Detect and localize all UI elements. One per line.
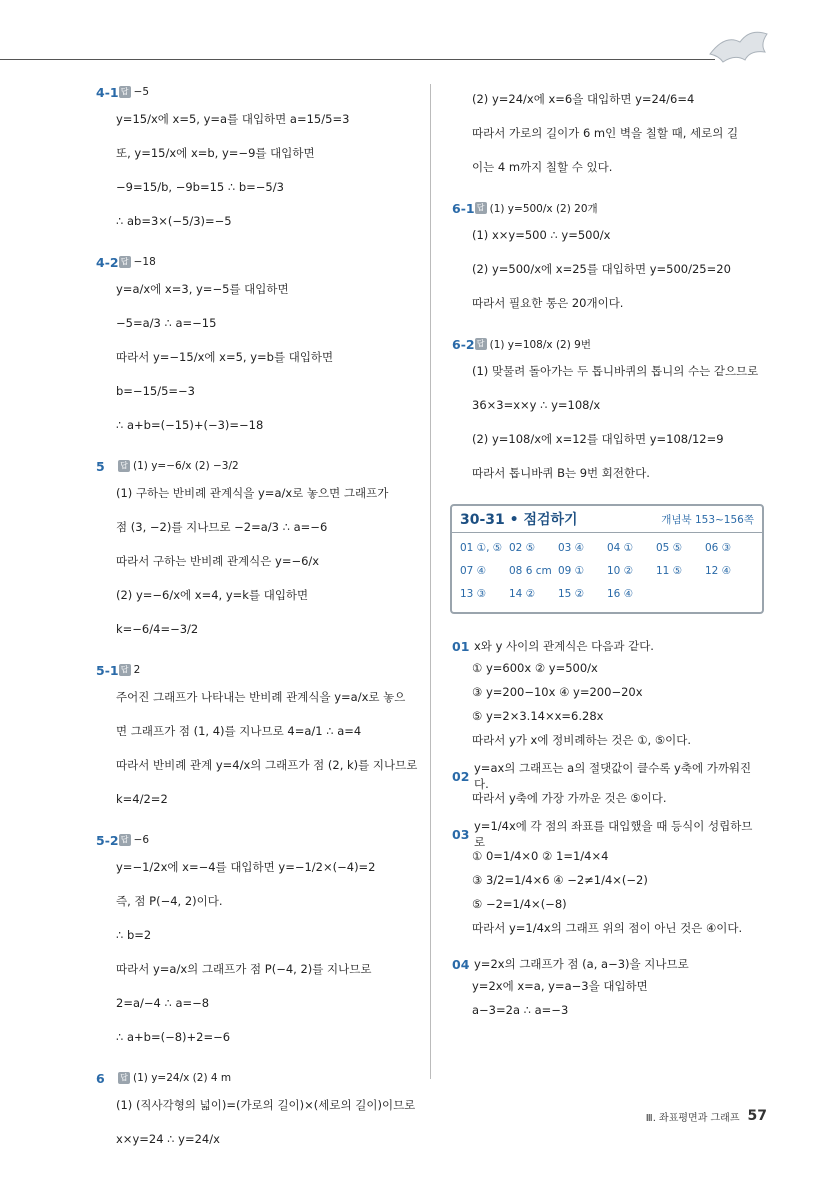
right-column: [452, 82, 762, 1036]
solution-line: (2) y=24/x에 x=6을 대입하면 y=24/6=4: [472, 92, 695, 106]
answer-cell: 08 6 cm: [509, 565, 552, 577]
answer-cell: 12 ④: [705, 565, 732, 577]
solution-line: (1) (직사각형의 넓이)=(가로의 길이)×(세로의 길이)이므로: [116, 1098, 416, 1112]
answer-icon: 답: [119, 86, 131, 98]
problem-header: [96, 82, 416, 102]
problem-block: [452, 761, 762, 810]
solution-line: (1) 구하는 반비례 관계식을 y=a/x로 놓으면 그래프가: [116, 486, 389, 500]
answer-icon: 답: [119, 256, 131, 268]
problem-number: 6-1: [452, 200, 475, 216]
solution-line: 따라서 y=a/x의 그래프가 점 P(−4, 2)를 지나므로: [116, 962, 372, 976]
page-number: 57: [747, 1108, 767, 1124]
answer-grid: [452, 533, 762, 612]
solution-line: ∴ a+b=(−8)+2=−6: [116, 1030, 231, 1044]
problem-number: 6: [96, 1070, 105, 1086]
solution-line: ① y=600x ② y=500/x: [472, 661, 598, 675]
solution-line: 즉, 점 P(−4, 2)이다.: [116, 894, 223, 908]
problem-header: [452, 761, 762, 791]
problem-header: [96, 660, 416, 680]
answer-cell: 16 ④: [607, 588, 634, 600]
problem-block: [452, 82, 762, 184]
solution-line: x와 y 사이의 관계식은 다음과 같다.: [474, 639, 654, 653]
solution-line: b=−15/5=−3: [116, 384, 195, 398]
solution-line: y=a/x에 x=3, y=−5를 대입하면: [116, 282, 289, 296]
solution-line: y=15/x에 x=5, y=a를 대입하면 a=15/5=3: [116, 112, 350, 126]
answer-cell: 05 ⑤: [656, 542, 683, 554]
solution-line: −9=15/b, −9b=15 ∴ b=−5/3: [116, 180, 284, 194]
solution-line: 36×3=x×y ∴ y=108/x: [472, 398, 601, 412]
check-title: 30-31 • 점검하기: [460, 512, 578, 528]
problem-number: 4-2: [96, 254, 119, 270]
solution-line: ⑤ −2=1/4×(−8): [472, 897, 567, 911]
problem-block: [452, 819, 762, 940]
problem-header: [96, 252, 416, 272]
problem-block: [96, 1068, 416, 1156]
solution-line: 또, y=15/x에 x=b, y=−9를 대입하면: [116, 146, 315, 160]
solution-line: ① 0=1/4×0 ② 1=1/4×4: [472, 849, 609, 863]
answer-cell: 03 ④: [558, 542, 585, 554]
problem-header: [452, 198, 762, 218]
problem-header: [452, 636, 762, 656]
solution-line: 따라서 톱니바퀴 B는 9번 회전한다.: [472, 466, 650, 480]
problem-number: 01: [452, 638, 470, 654]
problem-block: [452, 198, 762, 320]
problem-header: [96, 456, 416, 476]
problem-number: 6-2: [452, 336, 475, 352]
problem-number: 03: [452, 826, 470, 842]
problem-block: [452, 636, 762, 752]
problem-number: 5-1: [96, 662, 119, 678]
solution-line: ③ 3/2=1/4×6 ④ −2≠1/4×(−2): [472, 873, 648, 887]
problem-header: [452, 954, 762, 974]
problem-block: [96, 82, 416, 238]
answer-icon: 답: [475, 338, 487, 350]
solution-line: 따라서 y=−15/x에 x=5, y=b를 대입하면: [116, 350, 334, 364]
answer-icon: 답: [119, 664, 131, 676]
answer-icon: 답: [118, 1072, 130, 1084]
solution-line: 2=a/−4 ∴ a=−8: [116, 996, 210, 1010]
solution-line: 따라서 가로의 길이가 6 m인 벽을 칠할 때, 세로의 길: [472, 126, 739, 140]
problem-block: [452, 334, 762, 490]
column-divider: [430, 84, 431, 1079]
solution-line: 따라서 필요한 통은 20개이다.: [472, 296, 624, 310]
answer-text: (1) y=24/x (2) 4 m: [133, 1072, 232, 1084]
solution-line: k=4/2=2: [116, 792, 168, 806]
check-box: [450, 504, 764, 614]
problem-block: [96, 660, 416, 816]
problem-header: [96, 830, 416, 850]
solution-line: ③ y=200−10x ④ y=200−20x: [472, 685, 643, 699]
solution-line: y=−1/2x에 x=−4를 대입하면 y=−1/2×(−4)=2: [116, 860, 376, 874]
solution-line: 따라서 y축에 가장 가까운 것은 ⑤이다.: [472, 791, 667, 805]
answer-text: −6: [133, 834, 150, 846]
problem-number: 5-2: [96, 832, 119, 848]
problem-header: [452, 819, 762, 849]
problem-header: [96, 1068, 416, 1088]
problem-header: [452, 334, 762, 354]
solution-line: 이는 4 m까지 칠할 수 있다.: [472, 160, 613, 174]
problem-block: [96, 252, 416, 442]
answer-text: (1) y=−6/x (2) −3/2: [133, 460, 239, 472]
answer-text: −5: [133, 86, 150, 98]
solution-line: 따라서 반비례 관계 y=4/x의 그래프가 점 (2, k)를 지나므로: [116, 758, 418, 772]
solution-line: 주어진 그래프가 나타내는 반비례 관계식을 y=a/x로 놓으: [116, 690, 406, 704]
section-label: Ⅲ. 좌표평면과 그래프: [645, 1112, 740, 1124]
problem-number: 4-1: [96, 84, 119, 100]
solution-line: −5=a/3 ∴ a=−15: [116, 316, 217, 330]
problem-number: 5: [96, 458, 105, 474]
solution-line: x×y=24 ∴ y=24/x: [116, 1132, 220, 1146]
solution-line: 따라서 y가 x에 정비례하는 것은 ①, ⑤이다.: [472, 733, 691, 747]
answer-icon: 답: [475, 202, 487, 214]
solution-line: 따라서 y=1/4x의 그래프 위의 점이 아닌 것은 ④이다.: [472, 921, 743, 935]
solution-line: y=1/4x에 각 점의 좌표를 대입했을 때 등식이 성립하므로: [474, 819, 753, 849]
solution-line: ∴ ab=3×(−5/3)=−5: [116, 214, 232, 228]
problem-block: [96, 456, 416, 646]
solution-line: k=−6/4=−3/2: [116, 622, 199, 636]
answer-icon: 답: [119, 834, 131, 846]
solution-line: y=2x에 x=a, y=a−3을 대입하면: [472, 979, 648, 993]
problem-block: [96, 830, 416, 1054]
answer-cell: 06 ③: [705, 542, 732, 554]
answer-cell: 07 ④: [460, 565, 487, 577]
answer-cell: 13 ③: [460, 588, 487, 600]
answer-cell: 14 ②: [509, 588, 536, 600]
solution-line: y=2x의 그래프가 점 (a, a−3)을 지나므로: [474, 957, 689, 971]
solution-line: 점 (3, −2)를 지나므로 −2=a/3 ∴ a=−6: [116, 520, 328, 534]
answer-text: 2: [133, 664, 141, 676]
problem-number: 04: [452, 956, 470, 972]
solution-line: ⑤ y=2×3.14×x=6.28x: [472, 709, 604, 723]
solution-line: (2) y=500/x에 x=25를 대입하면 y=500/25=20: [472, 262, 731, 276]
answer-cell: 04 ①: [607, 542, 634, 554]
solution-line: (2) y=−6/x에 x=4, y=k를 대입하면: [116, 588, 309, 602]
page-footer: [646, 1108, 767, 1124]
solution-line: (1) x×y=500 ∴ y=500/x: [472, 228, 611, 242]
answer-cell: 02 ⑤: [509, 542, 536, 554]
solution-line: a−3=2a ∴ a=−3: [472, 1003, 569, 1017]
solution-line: ∴ b=2: [116, 928, 152, 942]
check-ref: 개념북 153~156쪽: [661, 513, 754, 526]
answer-cell: 01 ①, ⑤: [460, 542, 503, 554]
solution-line: ∴ a+b=(−15)+(−3)=−18: [116, 418, 264, 432]
answer-cell: 10 ②: [607, 565, 634, 577]
answer-text: −18: [133, 256, 156, 268]
answer-cell: 11 ⑤: [656, 565, 683, 577]
dragon-icon: [705, 24, 775, 68]
solution-line: (1) 맞물려 돌아가는 두 톱니바퀴의 톱니의 수는 같으므로: [472, 364, 759, 378]
answer-text: (1) y=500/x (2) 20개: [489, 202, 598, 215]
top-rule: [0, 59, 715, 60]
left-column: [96, 82, 416, 1170]
answer-cell: 15 ②: [558, 588, 585, 600]
solution-line: (2) y=108/x에 x=12를 대입하면 y=108/12=9: [472, 432, 724, 446]
problem-number: 02: [452, 768, 470, 784]
solution-line: y=ax의 그래프는 a의 절댓값이 클수록 y축에 가까워진다.: [474, 761, 752, 791]
answer-text: (1) y=108/x (2) 9번: [489, 338, 591, 351]
solution-line: 따라서 구하는 반비례 관계식은 y=−6/x: [116, 554, 320, 568]
solution-line: 면 그래프가 점 (1, 4)를 지나므로 4=a/1 ∴ a=4: [116, 724, 362, 738]
problem-block: [452, 954, 762, 1022]
answer-icon: 답: [118, 460, 130, 472]
answer-cell: 09 ①: [558, 565, 585, 577]
